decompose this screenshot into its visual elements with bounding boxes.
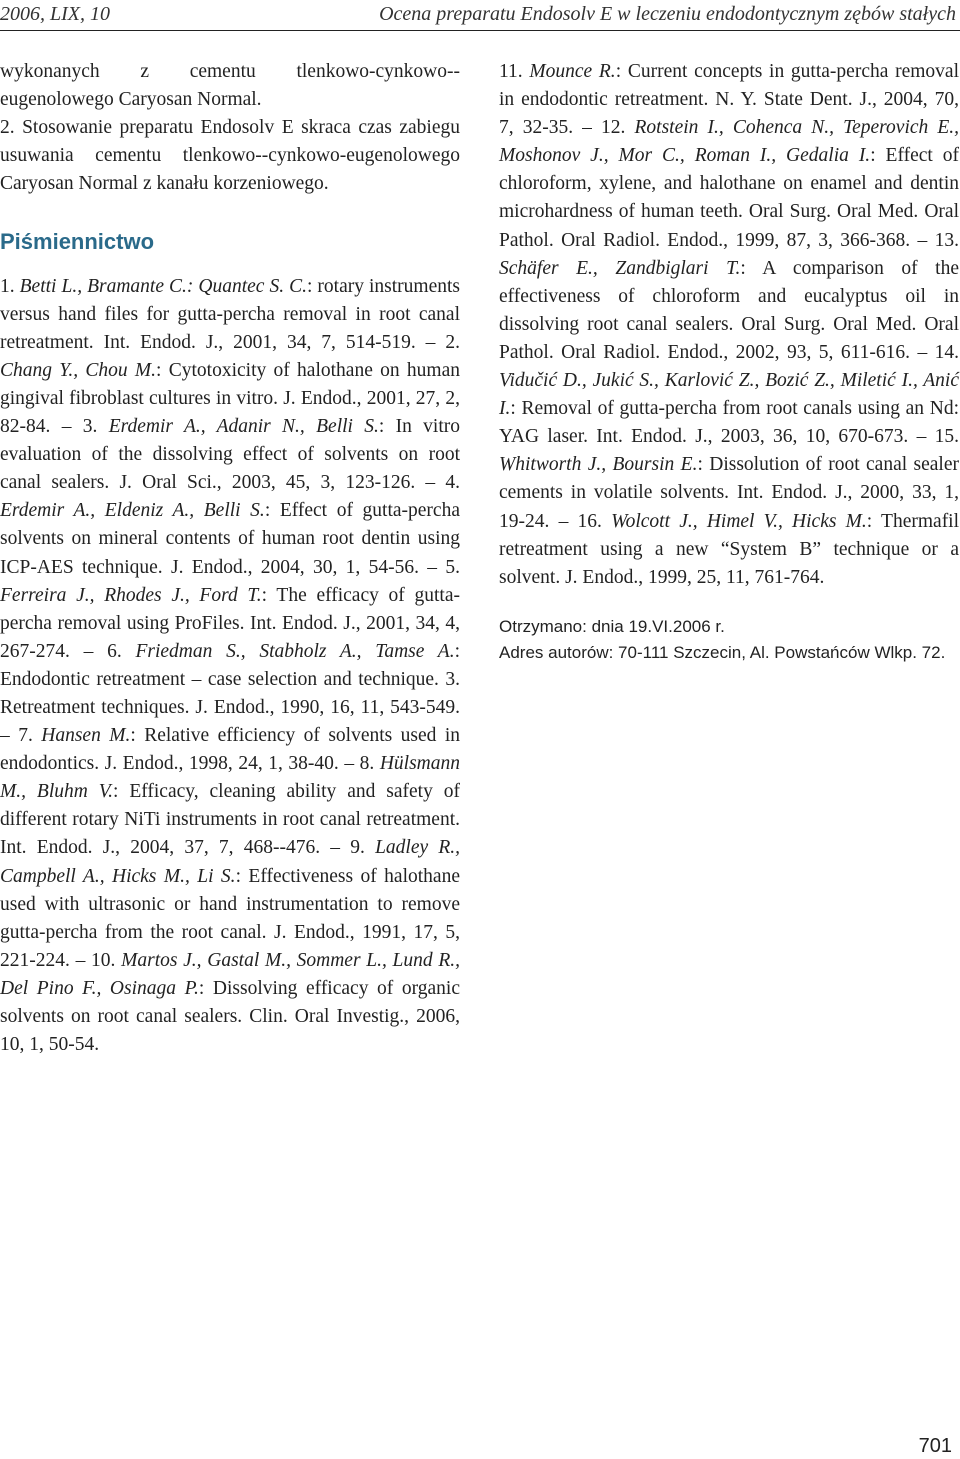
ref-authors: Vidučić D., Jukić S., Karlović Z., Bozić Z., Miletić I., Anić I. [499, 370, 959, 420]
ref-text: : Effectiveness of halothane used with ultrasonic or hand instrumentation to remove gutta-percha from the root canal. J. Endod., 1991, 17, 5, 221-224. [0, 865, 460, 971]
ref-authors: Ferreira J., Rhodes J., Ford T. [0, 584, 262, 606]
conclusions-text [0, 58, 460, 198]
ref-number: 7. [18, 725, 33, 747]
reference-list-part-2: 11. Mounce R.: Current concepts in gutta-percha removal in endodontic retreatment. N. Y. State Dent. J., 2004, 70, 7, 32-35. – 12. Rotstein I., Cohenca N., Teperovich E., Moshonov J., Mor C., Roman I., Gedalia I.: Effect of chloroform, xylene, and halothane on enamel and dentin microhardness of human teeth. Oral Surg. Oral Med. Oral Pathol. Oral Radiol. Endod., 1999, 87, 3, 366-368. – 13. Schäfer E., Zandbiglari T.: A comparison of the effectiveness of chloroform and eucalyptus oil in dissolving root canal sealers. Oral Surg. Oral Med. Oral Pathol. Oral Radiol. Endod., 2002, 93, 5, 611-616. – 14. Vidučić D., Jukić S., Karlović Z., Bozić Z., Miletić I., Anić I.: Removal of gutta-percha from root canals using an Nd: YAG laser. Int. Endod. J., 2003, 36, 10, 670-673. – 15. Whitworth J., Boursin E.: Dissolution of root canal sealer cements in volatile solvents. Int. Endod. J., 2000, 33, 1, 19-24. – 16. Wolcott J., Himel V., Hicks M.: Thermafil retreatment using a new “System B” technique or a solvent. J. Endod., 1999, 25, 11, 761-764. [499, 61, 960, 588]
ref-authors: Erdemir A., Adanir N., Belli S. [108, 416, 379, 438]
ref-text: : In vitro evaluation of the dissolving effect of solvents on root canal sealers. J. Oral Sci., 2003, 45, 3, 123-126. [0, 416, 461, 494]
ref-text: : Cytotoxicity of halothane on human gingival fibroblast cultures in vitro. J. Endod., 2001, 27, 2, 82-84. [0, 359, 460, 438]
ref-text: : Thermafil retreatment using a new “System B” technique or a solvent. J. Endod., 1999, 25, 11, 761-764. [499, 510, 960, 588]
ref-authors: Hansen M. [41, 725, 131, 747]
ref-number: 2. [445, 331, 460, 353]
ref-number: 4. [445, 472, 460, 494]
ref-authors: Whitworth J., Boursin E. [499, 454, 698, 476]
ref-authors: Betti L., Bramante C.: Quantec S. C. [19, 275, 307, 297]
right-column [499, 58, 959, 666]
ref-number: 14. [934, 341, 960, 363]
running-title: Ocena preparatu Endosolv E w leczeniu endodontycznym zębów stałych [379, 3, 956, 25]
intro-paragraph-1: wykonanych z cementu tlenkowo-cynkowo--eugenolowego Caryosan Normal. [0, 61, 460, 111]
ref-number: 1. [0, 275, 15, 297]
ref-authors: Rotstein I., Cohenca N., Teperovich E., Moshonov J., Mor C., Roman I., Gedalia I. [499, 117, 960, 167]
ref-text: : Relative efficiency of solvents used in endodontics. J. Endod., 1998, 24, 1, 38-40. [0, 725, 461, 775]
ref-text: : Dissolution of root canal sealer cements in volatile solvents. Int. Endod. J., 2000, 33, 1, 19-24. [499, 454, 959, 532]
received-date: Otrzymano: dnia 19.VI.2006 r. [499, 616, 725, 636]
ref-text: : Efficacy, cleaning ability and safety of different rotary NiTi instruments in root canal retreatment. Int. Endod. J., 2004, 37, 7, 468--476. [0, 781, 460, 859]
author-address: Adres autorów: 70-111 Szczecin, Al. Powstańców Wlkp. 72. [499, 642, 946, 662]
ref-number: 9. [350, 837, 365, 859]
ref-number: 10. [91, 949, 116, 971]
ref-authors: Schäfer E., Zandbiglari T. [499, 257, 741, 279]
ref-text: : Current concepts in gutta-percha removal in endodontic retreatment. N. Y. State Dent. J., 2004, 70, 7, 32-35. [499, 61, 959, 139]
ref-authors: Erdemir A., Eldeniz A., Belli S. [0, 500, 265, 522]
page-number: 701 [918, 1435, 952, 1457]
ref-text: : Effect of gutta-percha solvents on mineral contents of human root dentin using ICP-AES technique. J. Endod., 2004, 30, 1, 54-56. [0, 500, 460, 578]
article-footnotes [499, 614, 959, 666]
ref-text: : rotary instruments versus hand files for gutta-percha removal in root canal retreatment. Int. Endod. J., 2001, 34, 7, 514-519. [0, 275, 461, 353]
running-header [0, 0, 960, 31]
ref-number: 3. [82, 416, 98, 438]
ref-authors: Mounce R. [529, 61, 616, 82]
ref-number: 11. [499, 61, 523, 82]
intro-paragraph-2: 2. Stosowanie preparatu Endosolv E skraca czas zabiegu usuwania cementu tlenkowo--cynkowo-eugenolowego Caryosan Normal z kanału korzeniowego. [0, 117, 460, 195]
ref-number: 5. [445, 556, 461, 578]
ref-authors: Ladley R., Campbell A., Hicks M., Li S. [0, 837, 461, 887]
ref-authors: Wolcott J., Himel V., Hicks M. [611, 510, 867, 532]
reference-list-part-1: 1. Betti L., Bramante C.: Quantec S. C.: rotary instruments versus hand files for gutta-percha removal in root canal retreatment. Int. Endod. J., 2001, 34, 7, 514-519. – 2. Chang Y., Chou M.: Cytotoxicity of halothane on human gingival fibroblast cultures in vitro. J. Endod., 2001, 27, 2, 82-84. – 3. Erdemir A., Adanir N., Belli S.: In vitro evaluation of the dissolving effect of solvents on root canal sealers. J. Oral Sci., 2003, 45, 3, 123-126. – 4. Erdemir A., Eldeniz A., Belli S.: Effect of gutta-percha solvents on mineral contents of human root dentin using ICP-AES technique. J. Endod., 2004, 30, 1, 54-56. – 5. Ferreira J., Rhodes J., Ford T.: The efficacy of gutta-percha removal using ProFiles. Int. Endod. J., 2001, 34, 4, 267-274. – 6. Friedman S., Stabholz A., Tamse A.: Endodontic retreatment – case selection and technique. 3. Retreatment techniques. J. Endod., 1990, 16, 11, 543-549. – 7. Hansen M.: Relative efficiency of solvents used in endodontics. J. Endod., 1998, 24, 1, 38-40. – 8. Hülsmann M., Bluhm V.: Efficacy, cleaning ability and safety of different rotary NiTi instruments in root canal retreatment. Int. Endod. J., 2004, 37, 7, 468--476. – 9. Ladley R., Campbell A., Hicks M., Li S.: Effectiveness of halothane used with ultrasonic or hand instrumentation to remove gutta-percha from the root canal. J. Endod., 1991, 17, 5, 221-224. – 10. Martos J., Gastal M., Sommer L., Lund R., Del Pino F., Osinaga P.: Dissolving efficacy of organic solvents on root canal sealers. Clin. Oral Investig., 2006, 10, 1, 50-54. [0, 275, 461, 1056]
ref-number: 6. [107, 640, 122, 662]
ref-text: : A comparison of the effectiveness of chloroform and eucalyptus oil in dissolving root canal sealers. Oral Surg. Oral Med. Oral Pathol. Oral Radiol. Endod., 2002, 93, 5, 611-616. [499, 257, 959, 363]
ref-authors: Martos J., Gastal M., Sommer L., Lund R., Del Pino F., Osinaga P. [0, 949, 461, 999]
ref-number: 16. [577, 510, 602, 532]
ref-authors: Friedman S., Stabholz A., Tamse A. [135, 640, 455, 662]
section-heading: Piśmiennictwo [0, 229, 155, 255]
ref-authors: Chang Y., Chou M. [0, 359, 157, 381]
ref-text: : Effect of chloroform, xylene, and halothane on enamel and dentin microhardness of human teeth. Oral Surg. Oral Med. Oral Pathol. Oral Radiol. Endod., 1999, 87, 3, 366-368. [499, 145, 959, 251]
ref-text: : Endodontic retreatment – case selection and technique. 3. Retreatment techniques. J. Endod., 1990, 16, 11, 543-549. [0, 640, 460, 718]
ref-number: 13. [934, 229, 959, 251]
ref-text: : Removal of gutta-percha from root canals using an Nd: YAG laser. Int. Endod. J., 2003, 36, 10, 670-673. [499, 398, 959, 448]
ref-text: : The efficacy of gutta-percha removal using ProFiles. Int. Endod. J., 2001, 34, 4, 267-274. [0, 584, 460, 662]
left-column [0, 58, 460, 1059]
ref-number: 12. [601, 117, 626, 139]
ref-number: 8. [359, 753, 375, 775]
ref-authors: Hülsmann M., Bluhm V. [0, 753, 461, 803]
ref-text: : Dissolving efficacy of organic solvents on root canal sealers. Clin. Oral Investig., 2006, 10, 1, 50-54. [0, 977, 460, 1056]
journal-issue: 2006, LIX, 10 [0, 3, 110, 25]
ref-number: 15. [934, 426, 959, 448]
